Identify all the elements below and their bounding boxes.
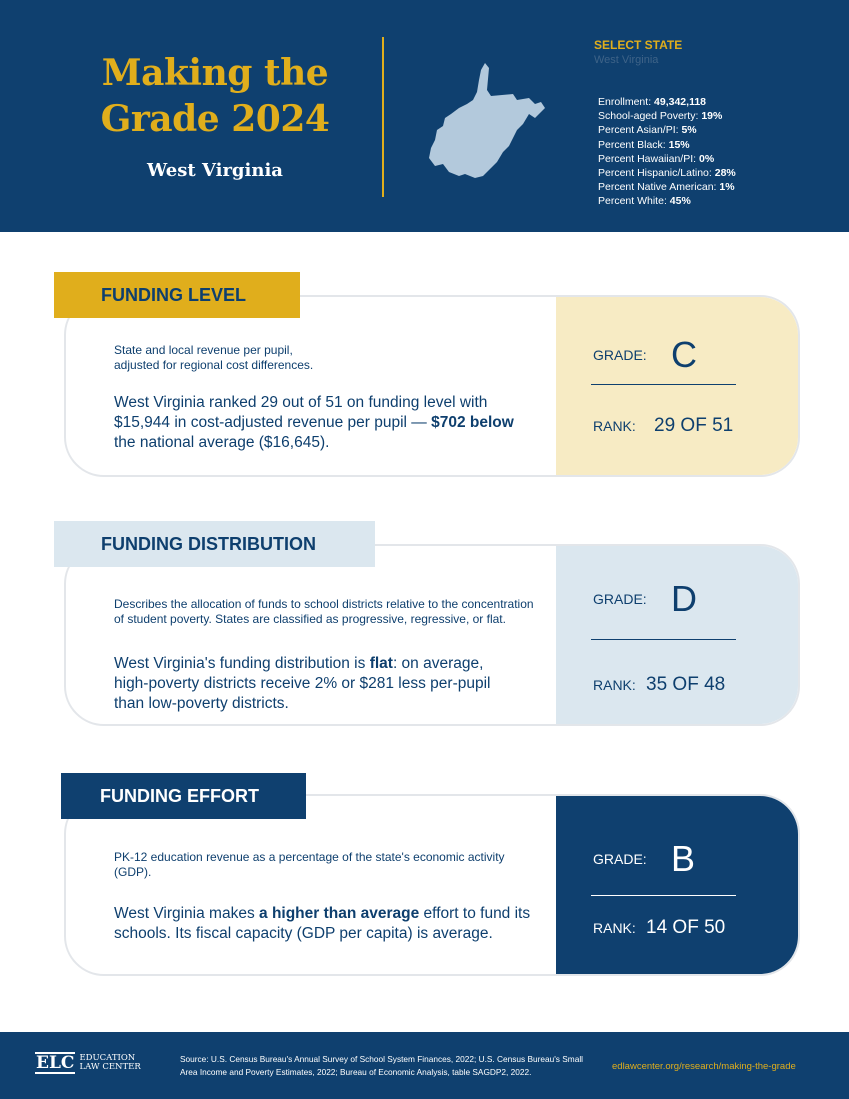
funding-effort-grade: B bbox=[671, 838, 696, 879]
title-line-2: Grade 2024 bbox=[100, 98, 330, 140]
elc-logo-text: EDUCATION LAW CENTER bbox=[79, 1053, 141, 1072]
stat-native: Percent Native American: 1% bbox=[598, 181, 735, 194]
grade-divider bbox=[591, 639, 736, 640]
grade-label: GRADE: bbox=[593, 347, 647, 363]
stat-enrollment: Enrollment: 49,342,118 bbox=[598, 96, 707, 108]
header-banner bbox=[0, 0, 849, 232]
funding-distribution-summary: West Virginia's funding distribution is flat: on average, high-poverty districts receive 2% or $281 less per-pupil than low-poverty districts. bbox=[114, 655, 491, 712]
funding-distribution-tab: FUNDING DISTRIBUTION bbox=[54, 521, 375, 567]
rank-label: RANK: bbox=[593, 677, 636, 693]
source-citation: Source: U.S. Census Bureau's Annual Survey of School System Finances, 2022; U.S. Census Bureau's Small Area Income and Poverty Estimates, 2022; Bureau of Economic Analysis, table SAGDP2, 2022. bbox=[180, 1054, 584, 1077]
stat-hawaiian: Percent Hawaiian/PI: 0% bbox=[598, 152, 715, 165]
select-state-dropdown[interactable]: West Virginia bbox=[594, 54, 659, 66]
footer bbox=[0, 1032, 849, 1099]
funding-effort-grade-panel bbox=[556, 796, 798, 974]
funding-distribution-description: Describes the allocation of funds to school districts relative to the concentration of student poverty. States are classified as progressive, regressive, or flat. bbox=[114, 597, 534, 626]
grade-label: GRADE: bbox=[593, 851, 647, 867]
funding-effort-summary: West Virginia makes a higher than average effort to fund its schools. Its fiscal capacity (GDP per capita) is average. bbox=[114, 905, 531, 942]
funding-effort-card bbox=[64, 794, 800, 976]
grade-divider bbox=[591, 895, 736, 896]
funding-level-grade-panel bbox=[556, 297, 798, 475]
grade-divider bbox=[591, 384, 736, 385]
stat-poverty: School-aged Poverty: 19% bbox=[598, 110, 723, 123]
funding-effort-tab: FUNDING EFFORT bbox=[61, 773, 306, 819]
funding-distribution-card bbox=[64, 544, 800, 726]
elc-logo-mark: ELC bbox=[36, 1053, 75, 1073]
stat-hispanic: Percent Hispanic/Latino: 28% bbox=[598, 167, 736, 180]
select-state-label: SELECT STATE bbox=[594, 38, 683, 52]
funding-distribution-grade: D bbox=[671, 578, 697, 619]
stat-black: Percent Black: 15% bbox=[598, 138, 690, 151]
funding-level-tab: FUNDING LEVEL bbox=[54, 272, 300, 318]
rank-label: RANK: bbox=[593, 920, 636, 936]
funding-level-card bbox=[64, 295, 800, 477]
rank-label: RANK: bbox=[593, 418, 636, 434]
funding-effort-rank: 14 OF 50 bbox=[646, 917, 726, 938]
footer-link[interactable]: edlawcenter.org/research/making-the-grade bbox=[612, 1061, 796, 1072]
stat-white: Percent White: 45% bbox=[598, 195, 691, 208]
funding-effort-description: PK-12 education revenue as a percentage of the state's economic activity (GDP). bbox=[114, 850, 505, 879]
funding-level-summary: West Virginia ranked 29 out of 51 on funding level with $15,944 in cost-adjusted revenue per pupil — $702 below the national average ($16,645). bbox=[114, 394, 514, 451]
title-line-1: Making the bbox=[101, 52, 329, 94]
page-title bbox=[60, 50, 370, 142]
west-virginia-map-icon bbox=[425, 60, 565, 190]
state-name: West Virginia bbox=[147, 160, 283, 181]
stat-asian: Percent Asian/PI: 5% bbox=[598, 124, 697, 137]
state-stats bbox=[598, 95, 736, 209]
funding-distribution-rank: 35 OF 48 bbox=[646, 674, 726, 695]
header-divider bbox=[382, 37, 384, 197]
funding-level-grade: C bbox=[671, 334, 697, 375]
funding-level-description: State and local revenue per pupil, adjusted for regional cost differences. bbox=[114, 343, 314, 372]
funding-distribution-grade-panel bbox=[556, 546, 798, 724]
funding-level-rank: 29 OF 51 bbox=[654, 415, 734, 436]
elc-logo bbox=[35, 1052, 141, 1074]
grade-label: GRADE: bbox=[593, 591, 647, 607]
